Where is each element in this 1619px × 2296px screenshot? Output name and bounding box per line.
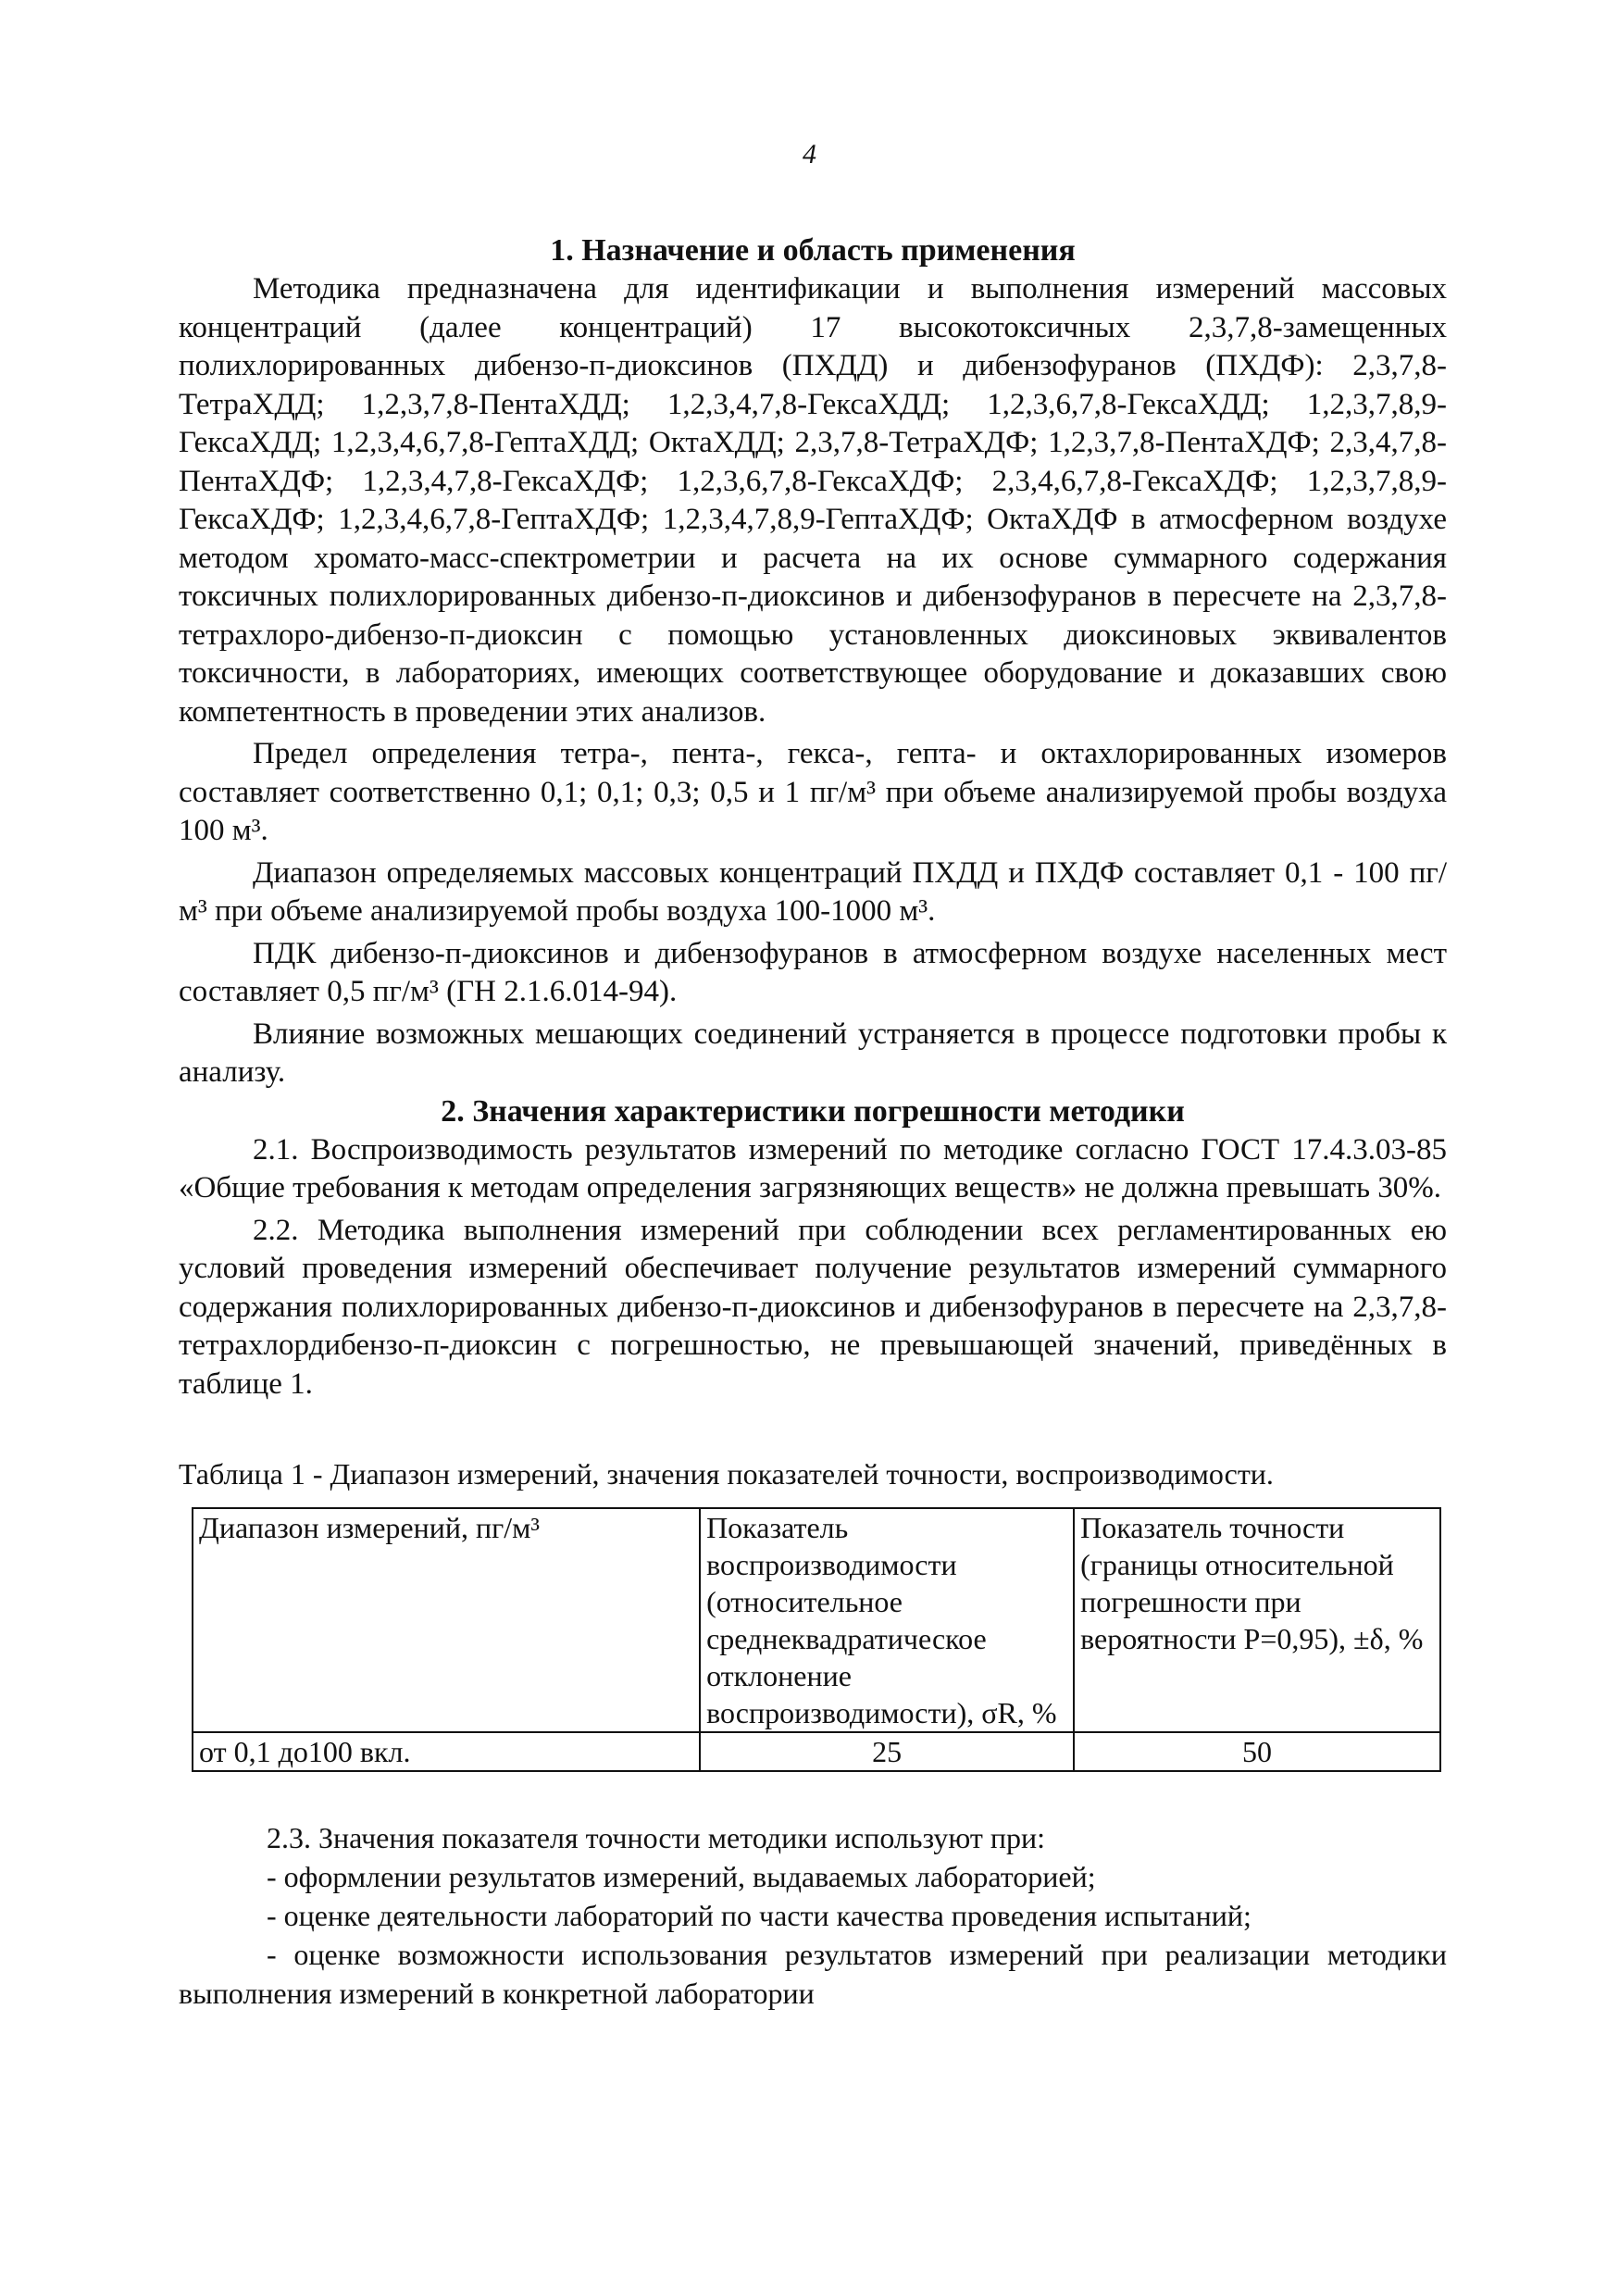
table-header-row [193,1508,1440,1732]
table-header-reproducibility: Показатель воспроизводимости (относительное среднеквадратическое отклонение воспроизводимости), σR, % [700,1508,1074,1732]
table-cell-accuracy: 50 [1074,1732,1440,1771]
table-1-caption: Таблица 1 - Диапазон измерений, значения показателей точности, воспроизводимости. [179,1457,1274,1491]
section-2-3-intro: 2.3. Значения показателя точности методики используют при: [267,1821,1046,1854]
table-header-range: Диапазон измерений, пг/м³ [193,1508,700,1732]
list-item: - оценке возможности использования результатов измерений при реализации методики выполнения измерений в конкретной лаборатории [179,1938,1447,2010]
table-cell-range: от 0,1 до100 вкл. [193,1732,700,1771]
section-1-paragraph-scope: Методика предназначена для идентификации и выполнения измерений массовых концентраций (далее концентраций) 17 высокотоксичных 2,3,7,8-замещенных полихлорированных дибензо-п-диоксинов (ПХДД) и дибензофуранов (ПХДФ): 2,3,7,8-ТетраХДД; 1,2,3,7,8-ПентаХДД; 1,2,3,4,7,8-ГексаХДД; 1,2,3,6,7,8-ГексаХДД; 1,2,3,7,8,9-ГексаХДД; 1,2,3,4,6,7,8-ГептаХДД; ОктаХДД; 2,3,7,8-ТетраХДФ; 1,2,3,7,8-ПентаХДФ; 2,3,4,7,8-ПентаХДФ; 1,2,3,4,7,8-ГексаХДФ; 1,2,3,6,7,8-ГексаХДФ; 2,3,4,6,7,8-ГексаХДФ; 1,2,3,7,8,9-ГексаХДФ; 1,2,3,4,6,7,8-ГептаХДФ; 1,2,3,4,7,8,9-ГептаХДФ; ОктаХДФ в атмосферном воздухе методом хромато-масс-спектрометрии и расчета на их основе суммарного содержания токсичных полихлорированных дибензо-п-диоксинов и дибензофуранов в пересчете на 2,3,7,8-тетрахлоро-дибензо-п-диоксин с помощью установленных диоксиновых эквивалентов токсичности, в лабораториях, имеющих соответствующее оборудование и доказавших свою компетентность в проведении этих анализов. [179,272,1447,729]
section-2-title: 2. Значения характеристики погрешности методики [441,1093,1185,1129]
page-content [179,231,1447,2013]
section-1-title: 1. Назначение и область применения [550,233,1076,268]
page-number: 4 [803,139,816,169]
section-1-paragraph-mpc: ПДК дибензо-п-диоксинов и дибензофуранов в атмосферном воздухе населенных мест составляет 0,5 пг/м³ (ГН 2.1.6.014-94). [179,936,1447,1008]
table-row [193,1732,1440,1771]
table-cell-reproducibility: 25 [700,1732,1074,1771]
section-2-3 [179,1818,1447,2013]
table-1 [192,1507,1441,1772]
section-1-paragraph-interference: Влияние возможных мешающих соединений устраняется в процессе подготовки пробы к анализу. [179,1017,1447,1089]
list-item: - оценке деятельности лабораторий по части качества проведения испытаний; [267,1899,1252,1932]
section-1-paragraph-range: Диапазон определяемых массовых концентраций ПХДД и ПХДФ составляет 0,1 - 100 пг/м³ при объеме анализируемой пробы воздуха 100-1000 м³. [179,855,1447,928]
section-1-paragraph-detection-limit: Предел определения тетра-, пента-, гекса-, гепта- и октахлорированных изомеров составляет соответственно 0,1; 0,1; 0,3; 0,5 и 1 пг/м³ при объеме анализируемой пробы воздуха 100 м³. [179,737,1447,847]
section-2-1-paragraph: 2.1. Воспроизводимость результатов измерений по методике согласно ГОСТ 17.4.3.03-85 «Общие требования к методам определения загрязняющих веществ» не должна превышать 30%. [179,1132,1447,1204]
table-header-accuracy: Показатель точности (границы относительной погрешности при вероятности P=0,95), ±δ, % [1074,1508,1440,1732]
section-2-2-paragraph: 2.2. Методика выполнения измерений при соблюдении всех регламентированных ею условий проведения измерений обеспечивает получение результатов измерений суммарного содержания полихлорированных дибензо-п-диоксинов и дибензофуранов в пересчете на 2,3,7,8-тетрахлордибензо-п-диоксин с погрешностью, не превышающей значений, приведённых в таблице 1. [179,1213,1447,1401]
list-item: - оформлении результатов измерений, выдаваемых лабораторией; [267,1860,1096,1893]
